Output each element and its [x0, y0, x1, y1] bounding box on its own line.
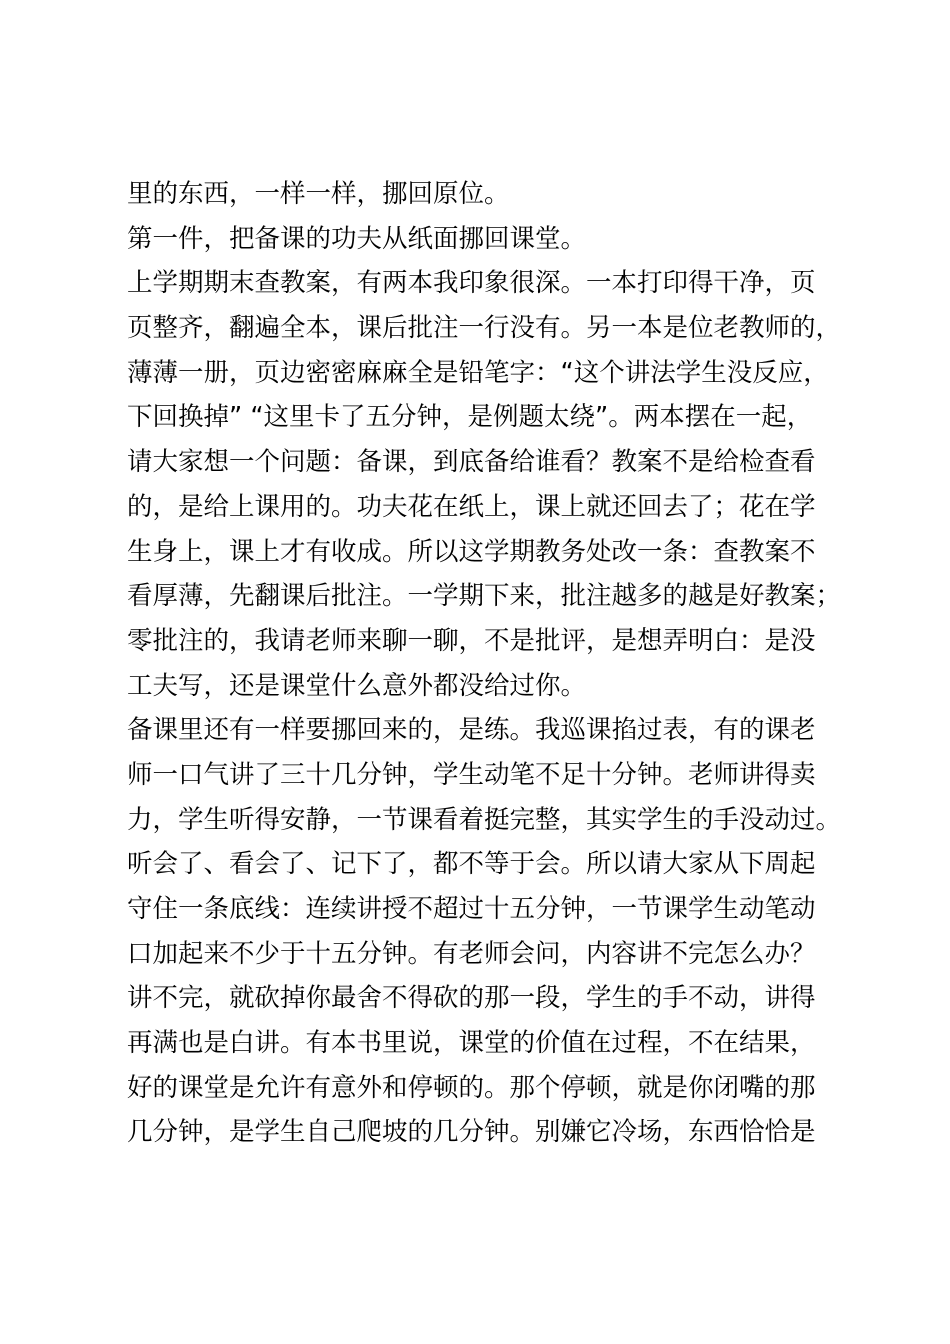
- text-line: 守住一条底线：连续讲授不超过十五分钟，一节课学生动笔动: [127, 894, 816, 924]
- text-line: 备课里还有一样要挪回来的，是练。我巡课掐过表，有的课老: [127, 715, 816, 746]
- text-line: 页整齐，翻遍全本，课后批注一行没有。另一本是位老教师的，: [127, 313, 842, 344]
- text-line: 上学期期末查教案，有两本我印象很深。一本打印得干净，页: [127, 268, 816, 299]
- text-line: 口加起来不少于十五分钟。有老师会问，内容讲不完怎么办？: [127, 938, 816, 969]
- text-line: 讲不完，就砍掉你最舍不得砍的那一段，学生的手不动，讲得: [127, 983, 816, 1014]
- text-line: 下回换掉” “这里卡了五分钟，是例题太绕”。两本摆在一起，: [127, 402, 813, 433]
- text-line: 薄薄一册，页边密密麻麻全是铅笔字：“这个讲法学生没反应，: [127, 357, 829, 388]
- body-text: [127, 172, 867, 1155]
- text-line: 里的东西，一样一样，挪回原位。: [127, 179, 510, 209]
- text-line: 力，学生听得安静，一节课看着挺完整，其实学生的手没动过。: [127, 804, 842, 835]
- text-line: 第一件，把备课的功夫从纸面挪回课堂。: [127, 223, 587, 254]
- text-line: 看厚薄，先翻课后批注。一学期下来，批注越多的越是好教案；: [127, 581, 842, 612]
- text-line: 听会了、看会了、记下了，都不等于会。所以请大家从下周起: [127, 849, 816, 880]
- text-line: 好的课堂是允许有意外和停顿的。那个停顿，就是你闭嘴的那: [127, 1072, 816, 1103]
- text-line: 工夫写，还是课堂什么意外都没给过你。: [127, 670, 587, 701]
- text-line: 的，是给上课用的。功夫花在纸上，课上就还回去了；花在学: [127, 491, 816, 522]
- text-line: 几分钟，是学生自己爬坡的几分钟。别嫌它冷场，东西恰恰是: [127, 1117, 816, 1148]
- text-line: 再满也是白讲。有本书里说，课堂的价值在过程，不在结果，: [127, 1028, 816, 1059]
- text-line: 师一口气讲了三十几分钟，学生动笔不足十分钟。老师讲得卖: [127, 759, 816, 790]
- text-line: 零批注的，我请老师来聊一聊，不是批评，是想弄明白：是没: [127, 625, 816, 656]
- text-line: 请大家想一个问题：备课，到底备给谁看？教案不是给检查看: [127, 447, 816, 478]
- text-line: 生身上，课上才有收成。所以这学期教务处改一条：查教案不: [127, 536, 816, 567]
